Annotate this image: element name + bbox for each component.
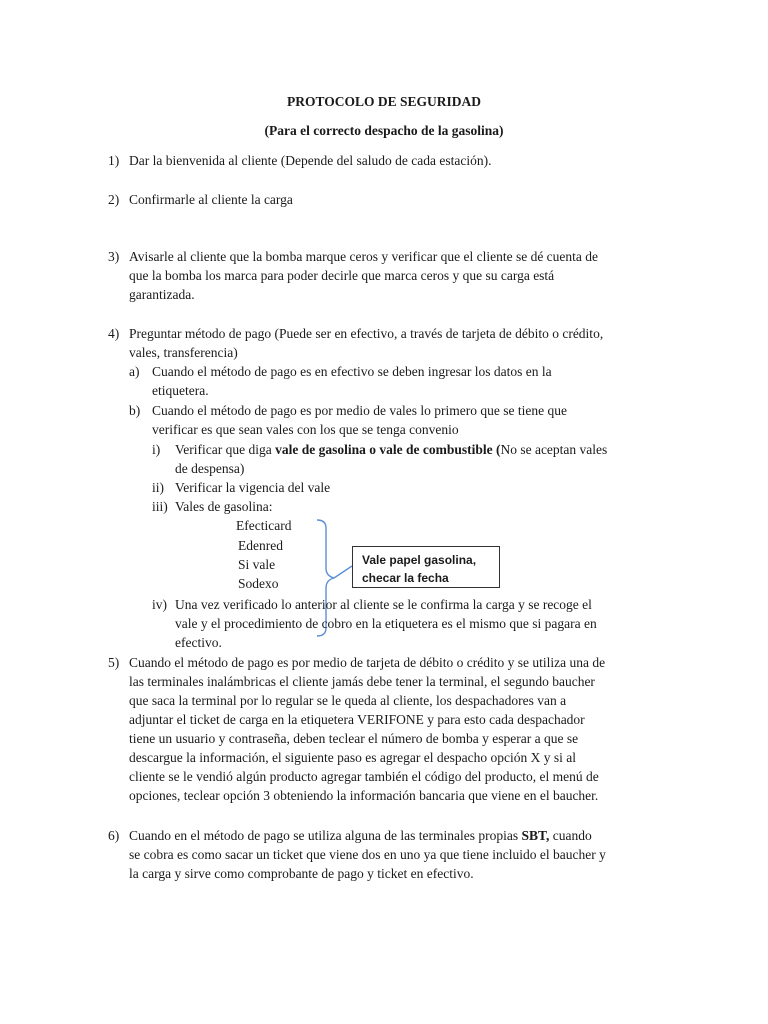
roman-i-bold: vale de gasolina o vale de combustible ( <box>275 442 501 457</box>
page-subtitle: (Para el correcto despacho de la gasolina) <box>264 123 504 138</box>
item-text-4-line: vales, transferencia) <box>129 345 238 360</box>
item-number-1: 1) <box>108 153 120 168</box>
subitem-text-a-line: Cuando el método de pago es en efectivo se deben ingresar los datos en la <box>152 364 552 379</box>
item-text-5-line: las terminales inalámbricas el cliente jamás debe tener la terminal, el segundo baucher <box>129 674 595 689</box>
roman-ii-number: ii) <box>152 480 164 495</box>
subitem-text-a-line: etiquetera. <box>152 383 209 398</box>
roman-iv-text-line: efectivo. <box>175 635 222 650</box>
item-text-5-line: adjuntar el ticket de carga en la etiquetera VERIFONE y para esto cada despachador <box>129 712 585 727</box>
roman-iii-number: iii) <box>152 499 168 514</box>
item-number-6: 6) <box>108 828 120 843</box>
note-box <box>352 546 500 588</box>
voucher-brand: Efecticard <box>236 518 292 533</box>
roman-i-text <box>175 440 607 459</box>
note-line: Vale papel gasolina, <box>362 553 477 567</box>
item-number-2: 2) <box>108 192 120 207</box>
item-text-5-line: descargue la información, el siguiente paso es agregar el despacho opción X y si al <box>129 750 576 765</box>
roman-iv-text-line: Una vez verificado lo anterior al cliente se le confirma la carga y se recoge el <box>175 597 592 612</box>
item-text-3-line: que la bomba los marca para poder decirle que marca ceros y que su carga está <box>129 268 555 283</box>
subitem-text-b-line: Cuando el método de pago es por medio de vales lo primero que se tiene que <box>152 403 568 418</box>
roman-i-pre: Verificar que diga <box>175 442 276 457</box>
item-text-6-line: la carga y sirve como comprobante de pago y ticket en efectivo. <box>129 866 474 881</box>
item-number-4: 4) <box>108 326 120 341</box>
item-text-5-line: cliente se le vendió algún producto agregar también el código del producto, el menú de <box>129 769 599 784</box>
roman-i-text-line2: de despensa) <box>175 461 245 476</box>
item-text-5-line: Cuando el método de pago es por medio de tarjeta de débito o crédito y se utiliza una de <box>129 655 606 670</box>
item-text-5-line: opciones, teclear opción 3 obteniendo la información bancaria que viene en el baucher. <box>129 788 599 803</box>
item-6-pre: Cuando en el método de pago se utiliza alguna de las terminales propias <box>129 828 522 843</box>
note-line: checar la fecha <box>362 571 449 585</box>
roman-iv-number: iv) <box>152 597 167 612</box>
item-text-4-line: Preguntar método de pago (Puede ser en efectivo, a través de tarjeta de débito o crédito, <box>129 326 604 341</box>
item-number-3: 3) <box>108 249 120 264</box>
subitem-letter-b: b) <box>129 403 141 418</box>
voucher-brand: Edenred <box>238 538 283 553</box>
roman-ii-text: Verificar la vigencia del vale <box>175 480 331 495</box>
roman-iii-text: Vales de gasolina: <box>175 499 273 514</box>
item-text-6-line: se cobra es como sacar un ticket que viene dos en uno ya que tiene incluido el baucher y <box>129 847 606 862</box>
item-text-6-line <box>129 826 592 845</box>
item-text-3-line: garantizada. <box>129 287 195 302</box>
roman-i-number: i) <box>152 442 161 457</box>
subitem-letter-a: a) <box>129 364 140 379</box>
item-text-5-line: tiene un usuario y contraseña, deben teclear el número de bomba y esperar a que se <box>129 731 579 746</box>
item-6-post: cuando <box>549 828 592 843</box>
item-6-bold: SBT, <box>521 828 550 843</box>
roman-i-post: No se aceptan vales <box>500 442 608 457</box>
item-text-5-line: que saca la terminal por lo regular se le queda al cliente, los despachadores van a <box>129 693 567 708</box>
item-text-3-line: Avisarle al cliente que la bomba marque ceros y verificar que el cliente se dé cuenta de <box>129 249 599 264</box>
page-title: PROTOCOLO DE SEGURIDAD <box>286 94 482 109</box>
item-text-2: Confirmarle al cliente la carga <box>129 192 293 207</box>
voucher-brand: Sodexo <box>238 576 279 591</box>
voucher-brand: Si vale <box>238 557 276 572</box>
roman-iv-text-line: vale y el procedimiento de cobro en la etiquetera es el mismo que si pagara en <box>175 616 597 631</box>
item-text-1: Dar la bienvenida al cliente (Depende del saludo de cada estación). <box>129 153 492 168</box>
subitem-text-b-line: verificar es que sean vales con los que se tenga convenio <box>152 422 459 437</box>
item-number-5: 5) <box>108 655 120 670</box>
